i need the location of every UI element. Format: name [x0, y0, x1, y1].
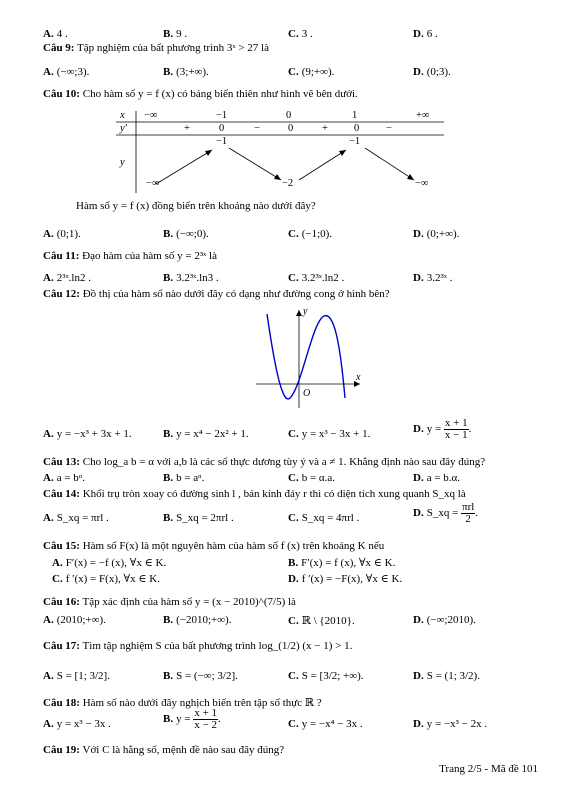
table-x-value: −1	[216, 110, 228, 121]
prev-option-a: A. 4 .	[43, 28, 68, 40]
cubic-graph	[252, 302, 368, 412]
q11-option-a: A. 2³ˣ.ln2 .	[43, 272, 91, 284]
q10-option-d: D. (0;+∞).	[413, 228, 460, 240]
table-y-label: y	[120, 157, 125, 168]
q16-option-d: D. (−∞;2010).	[413, 614, 476, 626]
table-x-value: −∞	[144, 110, 158, 121]
q10-subquestion: Hàm số y = f (x) đồng biến trên khoảng nào dưới đây?	[76, 200, 316, 212]
table-sign: +	[184, 123, 190, 134]
q12-option-b: B. y = x⁴ − 2x² + 1.	[163, 428, 249, 440]
q11-option-d: D. 3.2³ˣ .	[413, 272, 453, 284]
prev-option-c: C. 3 .	[288, 28, 313, 40]
q12-option-a: A. y = −x³ + 3x + 1.	[43, 428, 132, 440]
question-10: Câu 10: Cho hàm số y = f (x) có bảng biến thiên như hình vẽ bên dưới.	[43, 88, 358, 100]
question-9: Câu 9: Tập nghiệm của bất phương trình 3ˣ > 27 là	[43, 42, 269, 54]
q9-option-d: D. (0;3).	[413, 66, 451, 78]
q14-option-b: B. S_xq = 2πrl .	[163, 512, 234, 524]
table-sign: +	[322, 123, 328, 134]
table-x-value: 0	[286, 110, 292, 121]
table-y-value: −1	[349, 136, 361, 147]
q15-option-d: D. f ′(x) = −F(x), ∀x ∈ K.	[288, 573, 403, 585]
table-sign: 0	[354, 123, 360, 134]
page-footer: Trang 2/5 - Mã đề 101	[439, 763, 538, 775]
table-x-label: x	[120, 110, 125, 121]
q15-option-b: B. F′(x) = f (x), ∀x ∈ K.	[288, 557, 396, 569]
q11-option-c: C. 3.2³ˣ.ln2 .	[288, 272, 345, 284]
q15-option-a: A. F′(x) = −f (x), ∀x ∈ K.	[52, 557, 167, 569]
q17-option-c: C. S = [3/2; +∞).	[288, 670, 364, 682]
q9-option-a: A. (−∞;3).	[43, 66, 90, 78]
q15-option-c: C. f ′(x) = F(x), ∀x ∈ K.	[52, 573, 160, 585]
q16-option-c: C. ℝ \ {2010}.	[288, 615, 355, 627]
q17-option-b: B. S = (−∞; 3/2].	[163, 670, 238, 682]
table-x-value: 1	[352, 110, 358, 121]
q16-option-a: A. (2010;+∞).	[43, 614, 106, 626]
table-sign: 0	[288, 123, 294, 134]
table-x-value: +∞	[416, 110, 430, 121]
table-y-value: −2	[282, 178, 294, 189]
question-11: Câu 11: Đạo hàm của hàm số y = 2³ˣ là	[43, 250, 217, 262]
q9-option-b: B. (3;+∞).	[163, 66, 209, 78]
graph-origin-label: O	[303, 388, 311, 399]
q13-option-b: B. b = aᵅ.	[163, 472, 205, 484]
q18-option-b: B. y = $\frac{x + 1}{x - 2}$ .	[163, 707, 221, 731]
q14-option-c: C. S_xq = 4πrl .	[288, 512, 360, 524]
q18-option-d: D. y = −x³ − 2x .	[413, 718, 488, 730]
q17-option-d: D. S = (1; 3/2).	[413, 670, 480, 682]
q10-option-a: A. (0;1).	[43, 228, 81, 240]
prev-option-d: D. 6 .	[413, 28, 438, 40]
question-13: Câu 13: Cho log_a b = α với a,b là các số thực dương tùy ý và a ≠ 1. Khẳng định nào sau đây đúng?	[43, 456, 486, 468]
table-sign: −	[254, 123, 260, 134]
table-y-value: −∞	[415, 178, 429, 189]
q13-option-a: A. a = bᵅ.	[43, 472, 85, 484]
table-y-value: −1	[216, 136, 228, 147]
table-sign: 0	[219, 123, 225, 134]
q11-option-b: B. 3.2³ˣ.ln3 .	[163, 272, 219, 284]
graph-x-label: x	[356, 372, 361, 383]
table-sign: −	[386, 123, 392, 134]
question-16: Câu 16: Tập xác định của hàm số y = (x − 2010)^(7/5) là	[43, 596, 296, 608]
q9-option-c: C. (9;+∞).	[288, 66, 335, 78]
question-14: Câu 14: Khối trụ tròn xoay có đường sinh l , bán kính đáy r thì có diện tích xung quanh S_xq là	[43, 488, 466, 500]
question-17: Câu 17: Tìm tập nghiệm S của bất phương trình log_(1/2) (x − 1) > 1.	[43, 640, 353, 652]
variation-table-lines	[116, 111, 444, 193]
q10-option-b: B. (−∞;0).	[163, 228, 209, 240]
question-18: Câu 18: Hàm số nào dưới đây nghịch biến trên tập số thực ℝ ?	[43, 697, 322, 709]
table-y-value: −∞	[146, 178, 160, 189]
prev-option-b: B. 9 .	[163, 28, 188, 40]
q14-option-d: D. S_xq = $\frac{\text{πrl}}{2}$ .	[413, 501, 479, 525]
q16-option-b: B. (−2010;+∞).	[163, 614, 232, 626]
graph-y-label: y	[303, 306, 308, 317]
q13-option-c: C. b = α.a.	[288, 472, 336, 484]
question-12: Câu 12: Đồ thị của hàm số nào dưới đây có dạng như đường cong ở hình bên?	[43, 288, 390, 300]
q18-option-a: A. y = x³ − 3x .	[43, 718, 111, 730]
q14-option-a: A. S_xq = πrl .	[43, 512, 109, 524]
graph-curve	[267, 314, 345, 399]
q12-option-c: C. y = x³ − 3x + 1.	[288, 428, 371, 440]
question-15: Câu 15: Hàm số F(x) là một nguyên hàm của hàm số f (x) trên khoảng K nếu	[43, 540, 385, 552]
question-19: Câu 19: Với C là hằng số, mệnh đề nào sau đây đúng?	[43, 744, 285, 756]
variation-table	[116, 111, 444, 193]
q12-option-d: D. y = $\frac{x + 1}{x - 1}$ .	[413, 417, 472, 441]
q17-option-a: A. S = [1; 3/2].	[43, 670, 110, 682]
q18-option-c: C. y = −x⁴ − 3x .	[288, 718, 363, 730]
q13-option-d: D. a = b.α.	[413, 472, 461, 484]
table-yprime-label: y′	[120, 123, 127, 134]
q10-option-c: C. (−1;0).	[288, 228, 333, 240]
